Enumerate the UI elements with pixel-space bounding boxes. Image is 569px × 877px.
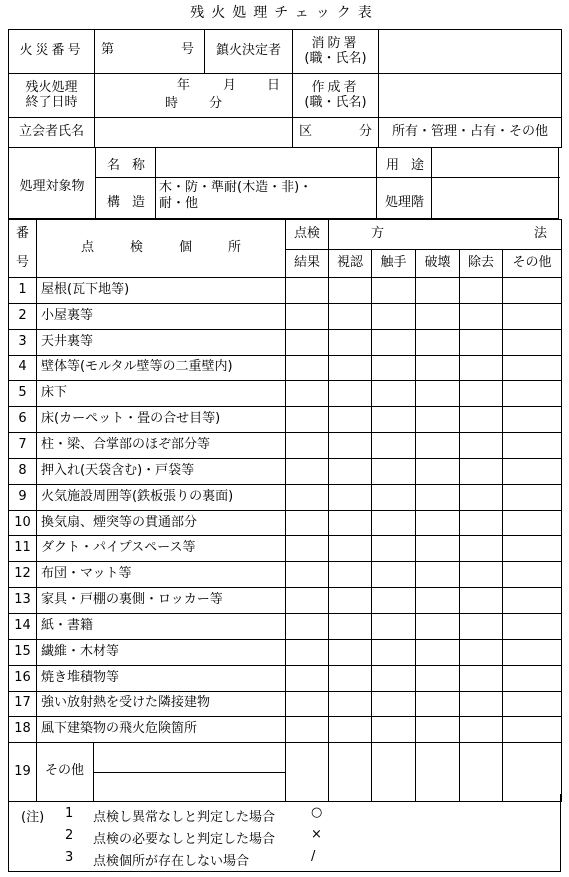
note-1-number: 1 [65,806,74,821]
row-method-cell[interactable] [416,355,460,381]
check-row [9,691,562,717]
note-2-text: 点検の必要なしと判定した場合 [93,832,276,847]
row-number: 3 [9,329,37,355]
check-row [9,484,562,510]
check-row [9,588,562,614]
row-location: 風下建築物の飛火危険箇所 [37,717,286,743]
witness-field[interactable] [95,118,293,148]
row-method-cell[interactable] [416,665,460,691]
row-number: 12 [9,562,37,588]
method-break: 破壊 [416,250,460,278]
row-location: ダクト・パイプスペース等 [37,536,286,562]
check-row [9,510,562,536]
row-19-method-3[interactable] [460,743,503,802]
row-method-cell[interactable] [503,613,562,639]
row-method-cell[interactable] [416,639,460,665]
row-number: 17 [9,691,37,717]
row-method-cell[interactable] [503,355,562,381]
row-method-cell[interactable] [329,381,372,407]
row-method-cell[interactable] [503,717,562,743]
row-method-cell[interactable] [503,329,562,355]
row-method-cell[interactable] [329,613,372,639]
row-method-cell[interactable] [329,665,372,691]
row-method-cell[interactable] [503,510,562,536]
row-method-cell[interactable] [503,484,562,510]
day-label: 日 [267,78,281,93]
row-result-cell[interactable] [286,381,329,407]
row-location: 床(カーペット・畳の合せ目等) [37,407,286,433]
row-result-cell[interactable] [286,536,329,562]
row-19-method-1[interactable] [372,743,416,802]
row-19-result[interactable] [286,743,329,802]
row-location: 家具・戸棚の裏側・ロッカー等 [37,588,286,614]
row-method-cell[interactable] [329,484,372,510]
row-method-cell[interactable] [372,613,416,639]
header-table [8,29,562,148]
check-row [9,278,562,304]
row-method-cell[interactable] [372,381,416,407]
method-visual: 視認 [329,250,372,278]
col-result-header-1: 点検 [286,220,329,250]
check-row [9,562,562,588]
usage-field[interactable] [432,147,560,177]
row-19-method-2[interactable] [416,743,460,802]
fire-station-field[interactable] [379,30,562,74]
row-method-cell[interactable] [503,588,562,614]
row-method-cell[interactable] [460,665,503,691]
row-method-cell[interactable] [460,588,503,614]
check-row [9,613,562,639]
check-row [9,407,562,433]
row-result-cell[interactable] [286,355,329,381]
check-row [9,536,562,562]
note-2-mark: × [311,827,322,842]
row-method-cell[interactable] [416,536,460,562]
row-location: 火気施設周囲等(鉄板張りの裏面) [37,484,286,510]
row-result-cell[interactable] [286,717,329,743]
row-location: 小屋裏等 [37,303,286,329]
name-label: 名称 [107,158,158,173]
row-method-cell[interactable] [329,303,372,329]
row-number: 5 [9,381,37,407]
row-result-cell[interactable] [286,691,329,717]
row-method-cell[interactable] [416,510,460,536]
row-method-cell[interactable] [372,407,416,433]
target-block [8,147,559,219]
row-location: 換気扇、煙突等の貫通部分 [37,510,286,536]
check-row [9,639,562,665]
row-method-cell[interactable] [329,691,372,717]
row-method-cell[interactable] [372,665,416,691]
row-method-cell[interactable] [460,458,503,484]
row-method-cell[interactable] [503,303,562,329]
row-result-cell[interactable] [286,588,329,614]
row-number: 15 [9,639,37,665]
row-method-cell[interactable] [329,510,372,536]
check-row [9,381,562,407]
note-3-number: 3 [65,850,74,865]
note-1-text: 点検し異常なしと判定した場合 [93,810,276,825]
row-method-cell[interactable] [372,691,416,717]
row-method-cell[interactable] [416,484,460,510]
row-method-cell[interactable] [329,588,372,614]
row-method-cell[interactable] [329,433,372,459]
author-sub: (職・氏名) [304,94,367,110]
row-method-cell[interactable] [460,433,503,459]
row-method-cell[interactable] [372,303,416,329]
row-location: 押入れ(天袋含む)・戸袋等 [37,458,286,484]
row-number: 8 [9,458,37,484]
row-method-cell[interactable] [329,717,372,743]
row-method-cell[interactable] [460,329,503,355]
row-method-cell[interactable] [372,562,416,588]
row-method-cell[interactable] [503,639,562,665]
row-method-cell[interactable] [372,329,416,355]
row-method-cell[interactable] [372,510,416,536]
fire-number-field[interactable] [95,30,205,74]
method-touch: 触手 [372,250,416,278]
completion-datetime-field[interactable] [95,74,293,118]
floor-field[interactable] [432,178,560,218]
row-method-cell[interactable] [460,381,503,407]
witness-label: 立会者氏名 [9,118,95,148]
row-result-cell[interactable] [286,613,329,639]
row-method-cell[interactable] [460,510,503,536]
row-method-cell[interactable] [503,562,562,588]
row-method-cell[interactable] [329,278,372,304]
row-method-cell[interactable] [460,639,503,665]
row-method-cell[interactable] [460,303,503,329]
notes-box [8,794,561,872]
row-method-cell[interactable] [416,691,460,717]
row-method-cell[interactable] [372,458,416,484]
row-method-cell[interactable] [460,717,503,743]
note-3-mark: / [311,849,316,864]
row-location: 柱・梁、合掌部のほぞ部分等 [37,433,286,459]
method-other: その他 [503,250,562,278]
row-location: 天井裏等 [37,329,286,355]
row-method-cell[interactable] [372,355,416,381]
row-method-cell[interactable] [416,278,460,304]
row-method-cell[interactable] [460,484,503,510]
row-method-cell[interactable] [329,562,372,588]
row-result-cell[interactable] [286,665,329,691]
row-result-cell[interactable] [286,510,329,536]
row-location: 屋根(瓦下地等) [37,278,286,304]
row-number: 10 [9,510,37,536]
row-location: 壁体等(モルタル壁等の二重壁内) [37,355,286,381]
row-method-cell[interactable] [416,562,460,588]
minute-label: 分 [209,96,223,111]
row-method-cell[interactable] [460,278,503,304]
target-label: 処理対象物 [19,179,85,194]
fire-station-label: 消防署 [311,35,360,51]
row-result-cell[interactable] [286,433,329,459]
completion-label-1: 残火処理 [25,79,78,95]
row-method-cell[interactable] [372,717,416,743]
col-location-header: 点検個所 [37,220,286,278]
col-no-header: 番 号 [9,220,37,278]
row-method-cell[interactable] [372,484,416,510]
row-19-location: その他 [37,743,286,802]
form-title: 残火処理チェック表 [190,5,379,21]
structure-label: 構造 [107,195,158,210]
row-method-cell[interactable] [416,613,460,639]
row-method-cell[interactable] [329,639,372,665]
row-number: 2 [9,303,37,329]
row-location: 焼き堆積物等 [37,665,286,691]
note-2-number: 2 [65,828,74,843]
row-method-cell[interactable] [329,458,372,484]
col-result-header-2: 結果 [286,250,329,278]
row-result-cell[interactable] [286,562,329,588]
row-method-cell[interactable] [503,665,562,691]
row-number: 18 [9,717,37,743]
row-result-cell[interactable] [286,458,329,484]
row-method-cell[interactable] [416,381,460,407]
row-method-cell[interactable] [329,329,372,355]
usage-label: 用途 [386,158,437,173]
row-method-cell[interactable] [372,639,416,665]
row-method-cell[interactable] [372,536,416,562]
row-method-cell[interactable] [329,407,372,433]
row-location: 床下 [37,381,286,407]
check-row [9,303,562,329]
check-row [9,458,562,484]
check-row [9,717,562,743]
row-method-cell[interactable] [503,691,562,717]
row-number: 4 [9,355,37,381]
row-number: 9 [9,484,37,510]
row-method-cell[interactable] [460,407,503,433]
note-3-text: 点検個所が存在しない場合 [93,854,250,869]
row-method-cell[interactable] [329,355,372,381]
note-1-mark: ○ [311,805,323,820]
row-location: 強い放射熱を受けた隣接建物 [37,691,286,717]
row-method-cell[interactable] [372,433,416,459]
category-options[interactable]: 所有・管理・占有・その他 [379,118,562,148]
row-method-cell[interactable] [503,433,562,459]
author-label: 作成者 [311,79,360,95]
row-19-no: 19 [9,743,37,802]
row-number: 16 [9,665,37,691]
row-result-cell[interactable] [286,484,329,510]
notes-prefix: (注) [21,810,45,825]
row-result-cell[interactable] [286,639,329,665]
go-label: 号 [180,42,194,57]
row-method-cell[interactable] [460,355,503,381]
row-method-cell[interactable] [460,691,503,717]
row-location: 紙・書籍 [37,613,286,639]
row-method-cell[interactable] [503,381,562,407]
author-field[interactable] [379,74,562,118]
fire-number-label: 火災番号 [9,30,95,74]
row-method-cell[interactable] [416,433,460,459]
row-number: 7 [9,433,37,459]
fire-station-sub: (職・氏名) [304,50,367,66]
month-label: 月 [223,78,237,93]
row-method-cell[interactable] [416,588,460,614]
structure-options[interactable]: 木・防・準耐(木造・非)・ 耐・他 [159,180,313,211]
row-method-cell[interactable] [503,458,562,484]
method-remove: 除去 [460,250,503,278]
check-row [9,355,562,381]
row-method-cell[interactable] [416,329,460,355]
row-method-cell[interactable] [372,588,416,614]
year-label: 年 [177,78,191,93]
check-row [9,433,562,459]
row-method-cell[interactable] [329,536,372,562]
row-location: 布団・マット等 [37,562,286,588]
check-row [9,329,562,355]
row-method-cell[interactable] [460,536,503,562]
name-field[interactable] [156,147,375,177]
row-number: 6 [9,407,37,433]
row-19-method-4[interactable] [503,743,562,802]
floor-label: 処理階 [384,195,424,210]
check-table [8,219,562,802]
row-result-cell[interactable] [286,329,329,355]
row-method-cell[interactable] [372,278,416,304]
row-method-cell[interactable] [460,613,503,639]
row-method-cell[interactable] [416,303,460,329]
row-number: 1 [9,278,37,304]
row-method-cell[interactable] [416,407,460,433]
row-number: 11 [9,536,37,562]
category-label: 区 分 [293,118,379,148]
row-result-cell[interactable] [286,278,329,304]
hour-label: 時 [165,96,179,111]
row-method-cell[interactable] [460,562,503,588]
row-method-cell[interactable] [416,717,460,743]
row-location: 繊維・木材等 [37,639,286,665]
completion-label-2: 終了日時 [25,94,78,110]
check-row [9,665,562,691]
row-method-cell[interactable] [416,458,460,484]
row-method-cell[interactable] [503,278,562,304]
row-number: 14 [9,613,37,639]
row-19-method-0[interactable] [329,743,372,802]
row-method-cell[interactable] [503,536,562,562]
suppression-judge-label: 鎮火決定者 [205,30,293,74]
dai-label: 第 [101,42,115,57]
row-method-cell[interactable] [503,407,562,433]
row-number: 13 [9,588,37,614]
row-result-cell[interactable] [286,407,329,433]
col-method-header: 方 法 [329,220,562,250]
row-result-cell[interactable] [286,303,329,329]
